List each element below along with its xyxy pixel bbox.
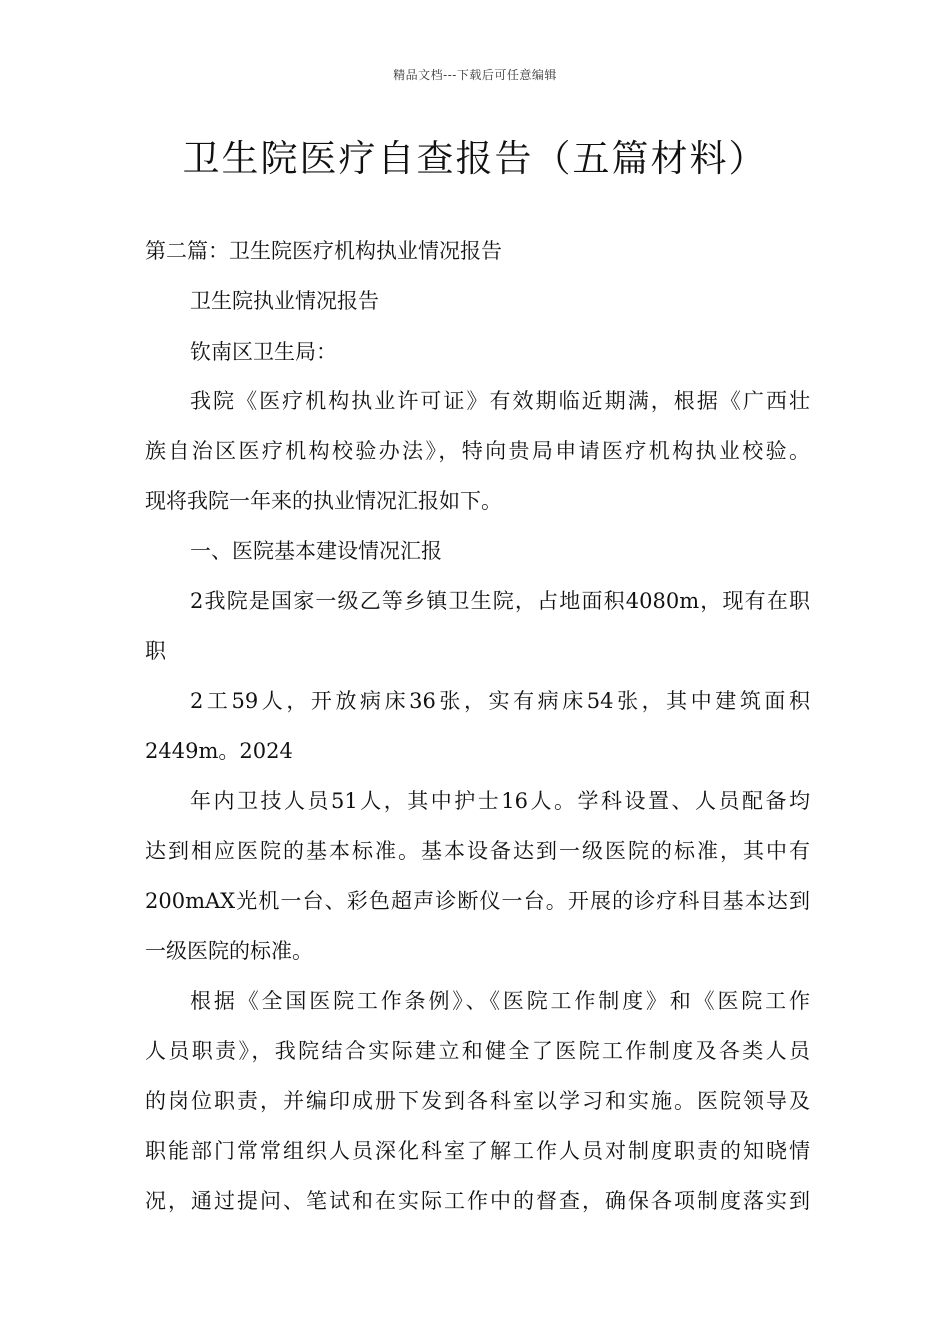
section-heading: 第二篇：卫生院医疗机构执业情况报告 — [145, 239, 502, 263]
paragraph-line: 的岗位职责，并编印成册下发到各科室以学习和实施。医院领导及 — [145, 1089, 810, 1113]
paragraph-line: 根据《全国医院工作条例》、《医院工作制度》和《医院工作 — [190, 989, 810, 1013]
paragraph-line: 2我院是国家一级乙等乡镇卫生院，占地面积4080m，现有在职 — [190, 589, 810, 613]
paragraph-line: 一级医院的标准。 — [145, 939, 313, 963]
header-note: 精品文档---下载后可任意编辑 — [393, 68, 557, 82]
paragraph-line: 达到相应医院的基本标准。基本设备达到一级医院的标准，其中有 — [145, 839, 810, 863]
paragraph-line: 我院《医疗机构执业许可证》有效期临近期满，根据《广西壮 — [190, 389, 810, 413]
paragraph-line: 职 — [145, 639, 166, 663]
document-title: 卫生院医疗自查报告（五篇材料） — [182, 137, 768, 180]
paragraph-line: 职能部门常常组织人员深化科室了解工作人员对制度职责的知晓情 — [145, 1139, 810, 1163]
paragraph-line: 200mAX光机一台、彩色超声诊断仪一台。开展的诊疗科目基本达到 — [145, 889, 810, 913]
paragraph-line: 况，通过提问、笔试和在实际工作中的督查，确保各项制度落实到 — [145, 1189, 810, 1213]
paragraph-line: 人员职责》，我院结合实际建立和健全了医院工作制度及各类人员 — [145, 1039, 810, 1063]
salutation: 钦南区卫生局： — [190, 340, 337, 364]
paragraph-line: 族自治区医疗机构校验办法》，特向贵局申请医疗机构执业校验。 — [145, 439, 810, 463]
paragraph-line: 2工59人，开放病床36张，实有病床54张，其中建筑面积 — [190, 689, 810, 713]
paragraph-line: 年内卫技人员51人，其中护士16人。学科设置、人员配备均 — [190, 789, 810, 813]
paragraph-line: 现将我院一年来的执业情况汇报如下。 — [145, 489, 502, 513]
subsection-heading: 一、医院基本建设情况汇报 — [190, 539, 442, 563]
report-subtitle: 卫生院执业情况报告 — [190, 289, 379, 313]
paragraph-line: 2449m。2024 — [145, 739, 293, 763]
